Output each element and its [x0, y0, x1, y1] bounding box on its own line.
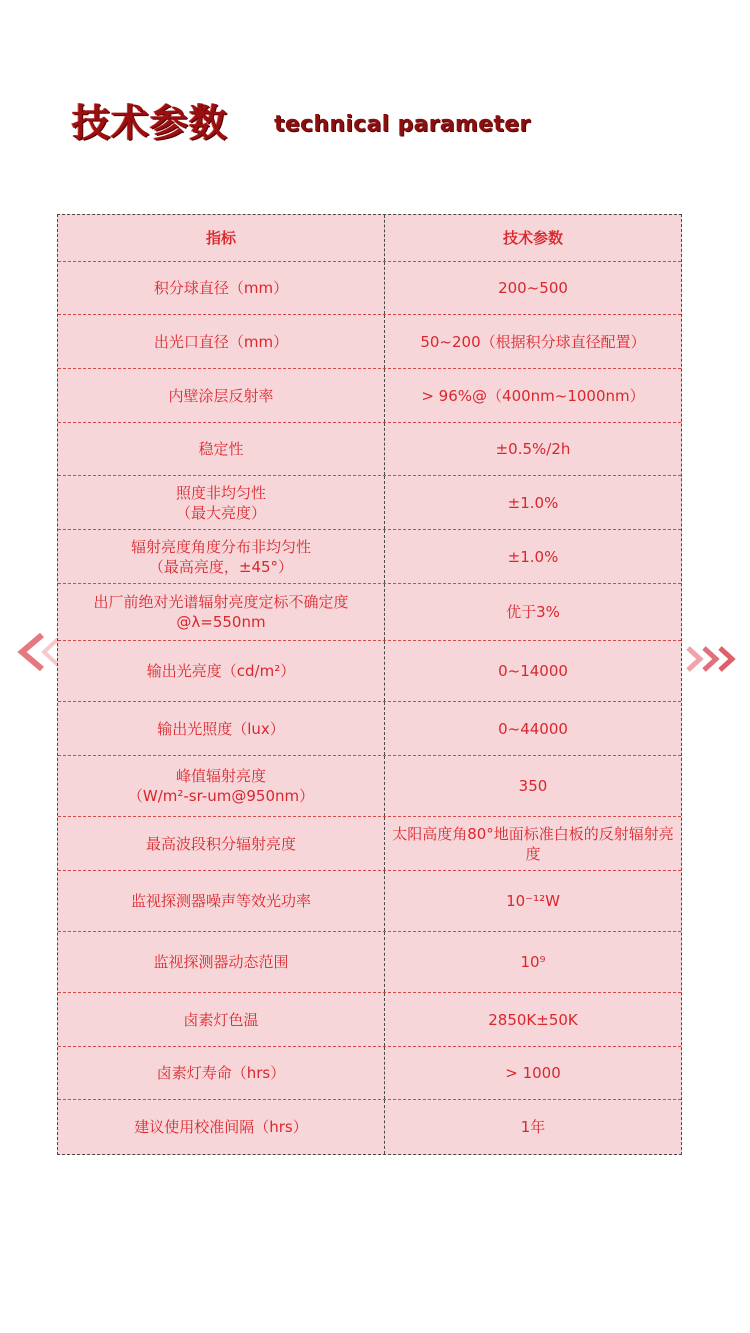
row-label: 积分球直径（mm） — [58, 262, 385, 314]
row-label: 内壁涂层反射率 — [58, 369, 385, 422]
row-value: 太阳高度角80°地面标准白板的反射辐射亮度 — [392, 824, 674, 863]
row-label: 卤素灯寿命（hrs） — [58, 1047, 385, 1099]
table-row — [58, 530, 681, 584]
row-value: ±1.0% — [507, 547, 559, 566]
table-header-row — [58, 215, 681, 262]
row-value: > 96%@（400nm~1000nm） — [421, 386, 645, 405]
table-row — [58, 423, 681, 476]
page-subtitle: technical parameter — [274, 112, 531, 137]
table-row — [58, 262, 681, 315]
table-row — [58, 817, 681, 871]
table-row — [58, 476, 681, 530]
table-row — [58, 756, 681, 817]
row-label: 卤素灯色温 — [58, 993, 385, 1046]
row-value: ±0.5%/2h — [495, 440, 571, 458]
table-row — [58, 315, 681, 369]
table-row — [58, 871, 681, 932]
row-value: 0~44000 — [498, 719, 568, 738]
row-value: ±1.0% — [507, 493, 559, 512]
row-label: 出光口直径（mm） — [58, 315, 385, 368]
table-row — [58, 1047, 681, 1100]
row-value: 0~14000 — [498, 662, 568, 680]
table-row — [58, 932, 681, 993]
next-arrow[interactable] — [686, 645, 740, 673]
table-row — [58, 702, 681, 756]
page-title: 技术参数 — [72, 101, 229, 145]
table-row — [58, 584, 681, 641]
page-heading — [72, 96, 531, 146]
row-value: 10⁻¹²W — [506, 892, 560, 910]
row-value: 1年 — [520, 1118, 546, 1136]
column-header-parameter: 技术参数 — [502, 229, 563, 247]
row-label: 最高波段积分辐射亮度 — [58, 817, 385, 870]
row-value: 350 — [518, 777, 548, 795]
table-row — [58, 641, 681, 702]
table-row — [58, 1100, 681, 1154]
row-value: > 1000 — [505, 1064, 561, 1082]
row-value: 优于3% — [506, 603, 560, 621]
row-label: 输出光亮度（cd/m²） — [58, 641, 385, 701]
column-header-indicator: 指标 — [58, 215, 385, 261]
row-label: 辐射亮度角度分布非均匀性 （最高亮度，±45°） — [58, 530, 385, 583]
row-label: 监视探测器动态范围 — [58, 932, 385, 992]
table-row — [58, 369, 681, 423]
row-label: 建议使用校准间隔（hrs） — [58, 1100, 385, 1154]
row-value: 50~200（根据积分球直径配置） — [420, 332, 646, 351]
row-value: 200~500 — [498, 279, 568, 297]
row-label: 输出光照度（lux） — [58, 702, 385, 755]
parameter-table — [57, 214, 682, 1155]
table-row — [58, 993, 681, 1047]
row-value: 10⁹ — [520, 953, 546, 971]
chevron-double-right-icon — [686, 645, 740, 673]
row-value: 2850K±50K — [488, 1010, 578, 1029]
row-label: 监视探测器噪声等效光功率 — [58, 871, 385, 931]
row-label: 峰值辐射亮度 （W/m²-sr-um@950nm） — [58, 756, 385, 816]
row-label: 照度非均匀性 （最大亮度） — [58, 476, 385, 529]
row-label: 出厂前绝对光谱辐射亮度定标不确定度 @λ=550nm — [58, 584, 385, 640]
row-label: 稳定性 — [58, 423, 385, 475]
